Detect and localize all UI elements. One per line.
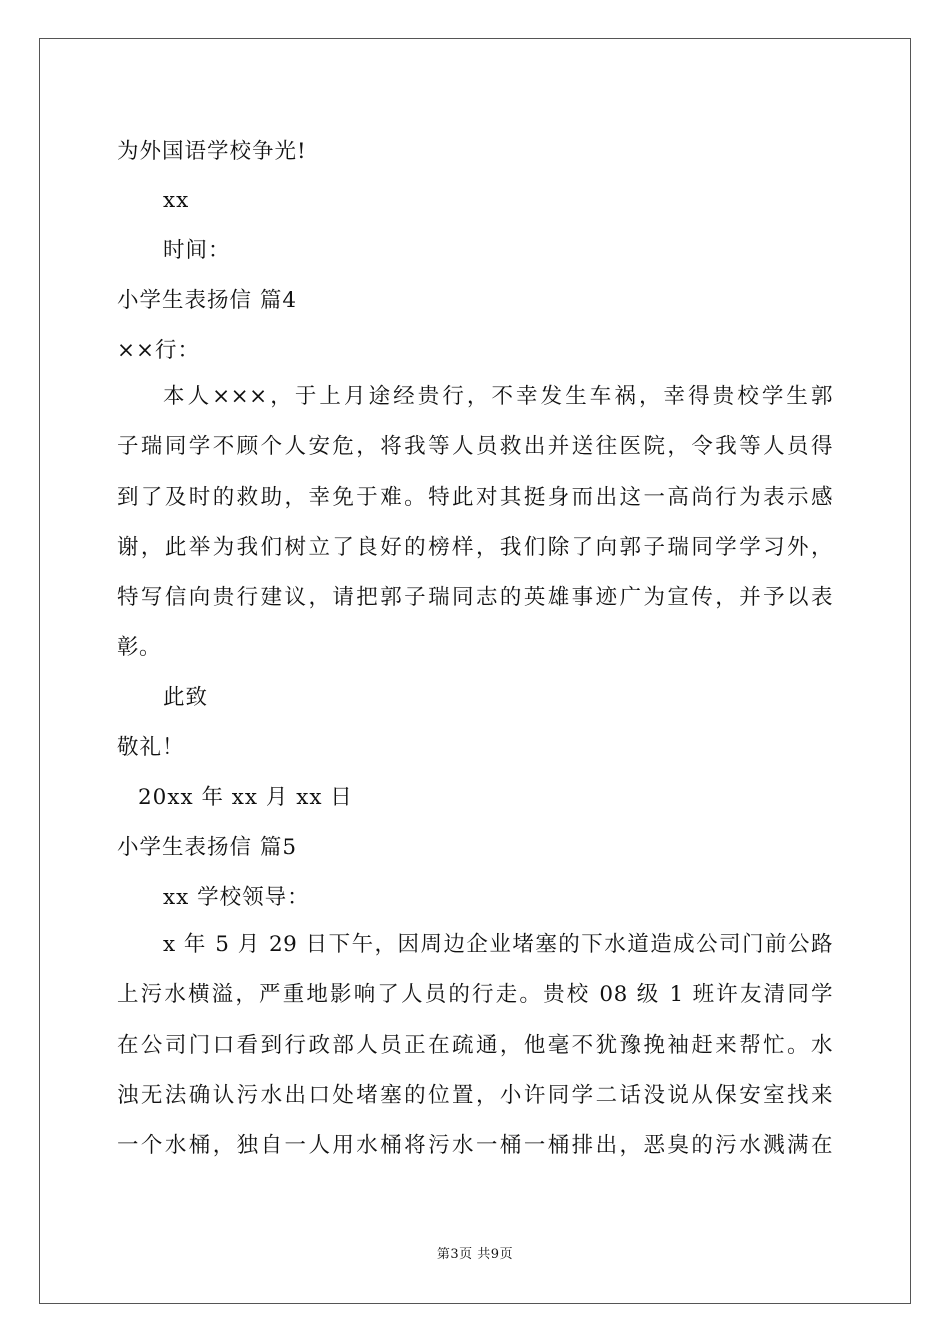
paragraph-line: 上污水横溢，严重地影响了人员的行走。贵校 08 级 1 班许友清同学 [117, 982, 833, 1008]
page-footer: 第3页 共9页 [436, 1247, 514, 1262]
closing-line: 敬礼！ [117, 735, 185, 760]
salutation: xx 学校领导： [163, 885, 310, 910]
salutation: ××行： [117, 338, 201, 363]
closing-line: 此致 [163, 685, 209, 710]
paragraph-line: 浊无法确认污水出口处堵塞的位置，小许同学二话没说从保安室找来 [117, 1082, 833, 1108]
paragraph-line: 彰。 [117, 635, 162, 661]
paragraph-line: 本人×××，于上月途经贵行，不幸发生车祸，幸得贵校学生郭 [163, 384, 833, 409]
date-line: 20xx 年 xx 月 xx 日 [138, 785, 353, 810]
section-heading: 小学生表扬信 篇5 [117, 835, 298, 860]
paragraph-line: 子瑞同学不顾个人安危，将我等人员救出并送往医院，令我等人员得 [117, 434, 833, 460]
paragraph-2 [117, 920, 833, 1171]
paragraph-line: 到了及时的救助，幸免于难。特此对其挺身而出这一高尚行为表示感 [117, 484, 833, 510]
text-line: xx [163, 188, 190, 213]
paragraph-line: x 年 5 月 29 日下午，因周边企业堵塞的下水道造成公司门前公路 [163, 932, 833, 957]
paragraph-line: 一个水桶，独自一人用水桶将污水一桶一桶排出，恶臭的污水溅满在 [117, 1133, 833, 1159]
paragraph-line: 特写信向贵行建议，请把郭子瑞同志的英雄事迹广为宣传，并予以表 [117, 585, 833, 611]
text-line: 为外国语学校争光! [117, 139, 307, 164]
paragraph-1 [117, 372, 833, 674]
text-line: 时间： [163, 238, 231, 263]
section-heading: 小学生表扬信 篇4 [117, 288, 298, 313]
paragraph-line: 在公司门口看到行政部人员正在疏通，他毫不犹豫挽袖赶来帮忙。水 [117, 1032, 833, 1058]
paragraph-line: 谢，此举为我们树立了良好的榜样，我们除了向郭子瑞同学学习外， [117, 534, 833, 560]
